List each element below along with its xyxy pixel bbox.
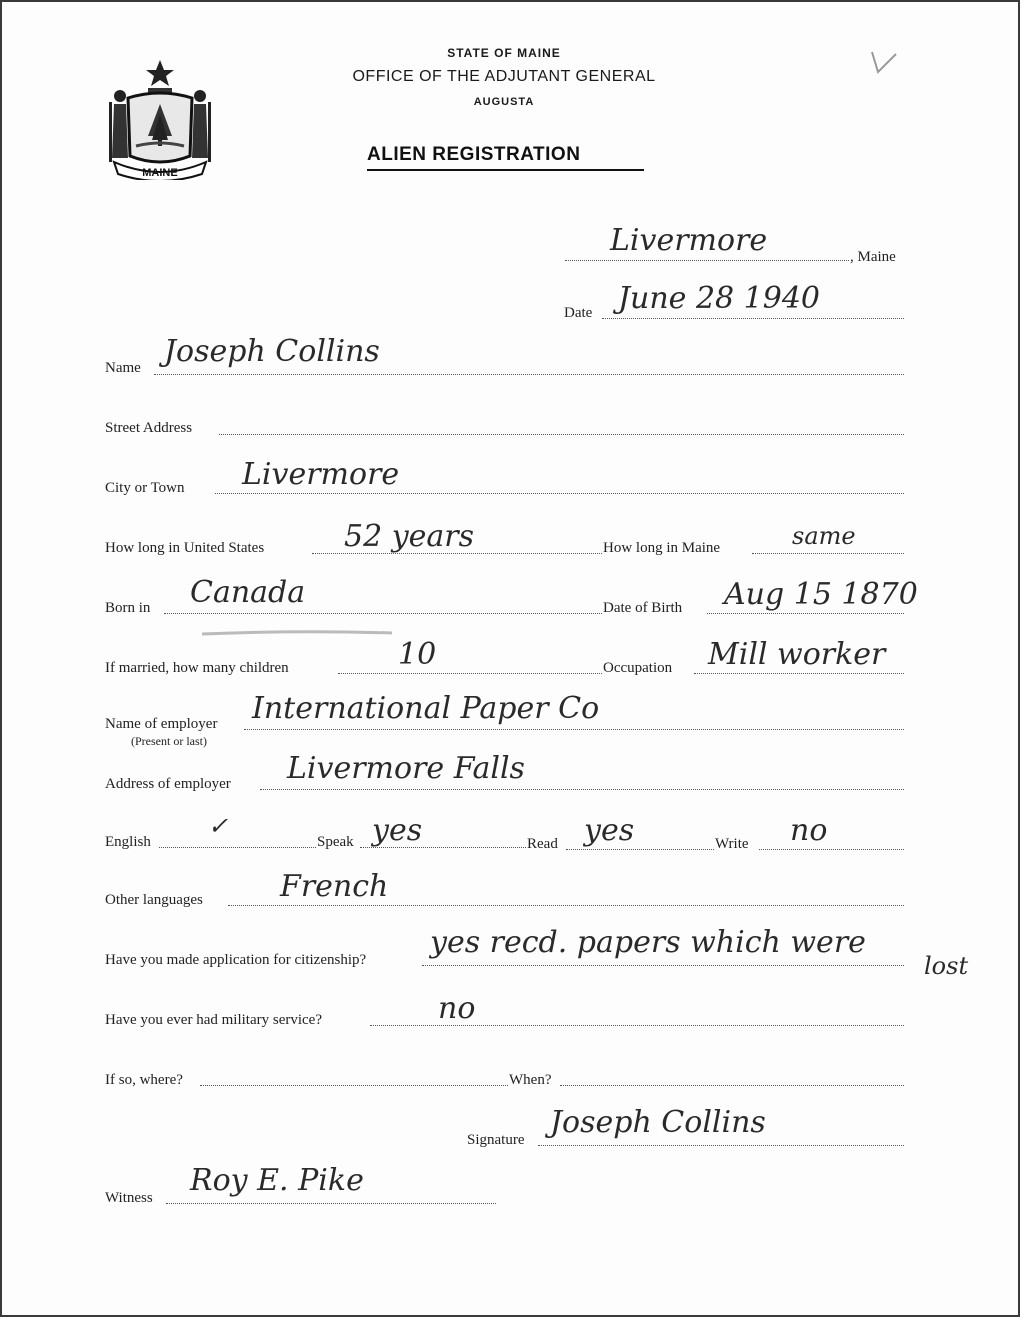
header-office: OFFICE OF THE ADJUTANT GENERAL <box>352 68 656 85</box>
occupation-label: Occupation <box>603 660 673 676</box>
how-long-us-value[interactable]: 52 years <box>344 519 475 554</box>
children-label: If married, how many children <box>105 660 289 676</box>
employer-address-label: Address of employer <box>105 776 231 792</box>
occupation-line <box>694 673 904 674</box>
header-state: STATE OF MAINE <box>447 46 561 60</box>
employer-label: Name of employer <box>105 716 218 732</box>
date-line <box>602 318 904 319</box>
name-label: Name <box>105 360 141 376</box>
city-town-line <box>215 493 904 494</box>
name-value[interactable]: Joseph Collins <box>164 334 380 369</box>
date-value[interactable]: June 28 1940 <box>618 281 821 316</box>
citizenship-value-line2[interactable]: lost <box>924 952 969 980</box>
born-in-value[interactable]: Canada <box>190 575 306 610</box>
maine-label: , Maine <box>850 249 896 265</box>
born-in-label: Born in <box>105 600 151 616</box>
seal-banner-text: MAINE <box>142 167 178 179</box>
other-languages-value[interactable]: French <box>280 869 389 904</box>
write-value[interactable]: no <box>790 813 828 848</box>
children-value[interactable]: 10 <box>398 637 437 672</box>
employer-line <box>244 729 904 730</box>
dob-line <box>707 613 904 614</box>
employer-address-value[interactable]: Livermore Falls <box>287 751 525 786</box>
other-languages-label: Other languages <box>105 892 203 908</box>
dob-value[interactable]: Aug 15 1870 <box>724 577 918 612</box>
form-title: ALIEN REGISTRATION <box>367 144 581 165</box>
city-town-value[interactable]: Livermore <box>242 457 400 492</box>
read-value[interactable]: yes <box>584 813 635 848</box>
speak-value[interactable]: yes <box>372 813 423 848</box>
read-label: Read <box>527 836 558 852</box>
signature-value[interactable]: Joseph Collins <box>550 1105 766 1140</box>
write-line <box>759 849 904 850</box>
when-line <box>560 1085 904 1086</box>
pencil-stroke <box>202 630 392 636</box>
employer-sublabel: (Present or last) <box>131 734 207 748</box>
citizenship-line <box>422 965 904 966</box>
military-value[interactable]: no <box>438 991 476 1026</box>
citizenship-value-line1[interactable]: yes recd. papers which were <box>430 925 866 960</box>
city-town-label: City or Town <box>105 480 185 496</box>
speak-label: Speak <box>317 834 354 850</box>
dob-label: Date of Birth <box>603 600 683 616</box>
street-address-line <box>219 434 904 435</box>
witness-value[interactable]: Roy E. Pike <box>190 1163 364 1198</box>
military-label: Have you ever had military service? <box>105 1012 322 1028</box>
how-long-maine-value[interactable]: same <box>792 522 856 550</box>
town-line <box>565 260 849 261</box>
citizenship-label: Have you made application for citizenship? <box>105 952 367 968</box>
where-label: If so, where? <box>105 1072 183 1088</box>
signature-line <box>538 1145 904 1146</box>
children-line <box>338 673 602 674</box>
write-label: Write <box>715 836 749 852</box>
english-line <box>159 847 316 848</box>
employer-value[interactable]: International Paper Co <box>252 691 600 726</box>
signature-label: Signature <box>467 1132 525 1148</box>
occupation-value[interactable]: Mill worker <box>708 637 886 672</box>
how-long-maine-label: How long in Maine <box>603 540 721 556</box>
form-title-underline <box>367 169 644 171</box>
english-value[interactable]: ✓ <box>208 812 229 840</box>
other-languages-line <box>228 905 904 906</box>
when-label: When? <box>509 1072 552 1088</box>
town-value[interactable]: Livermore <box>610 223 768 258</box>
date-label: Date <box>564 305 593 321</box>
where-line <box>200 1085 508 1086</box>
witness-line <box>166 1203 496 1204</box>
how-long-maine-line <box>752 553 904 554</box>
header-city: AUGUSTA <box>473 96 535 108</box>
born-in-line <box>164 613 602 614</box>
street-address-label: Street Address <box>105 420 193 436</box>
english-label: English <box>105 834 151 850</box>
name-line <box>154 374 904 375</box>
employer-address-line <box>260 789 904 790</box>
witness-label: Witness <box>105 1190 153 1206</box>
read-line <box>566 849 714 850</box>
how-long-us-label: How long in United States <box>105 540 265 556</box>
